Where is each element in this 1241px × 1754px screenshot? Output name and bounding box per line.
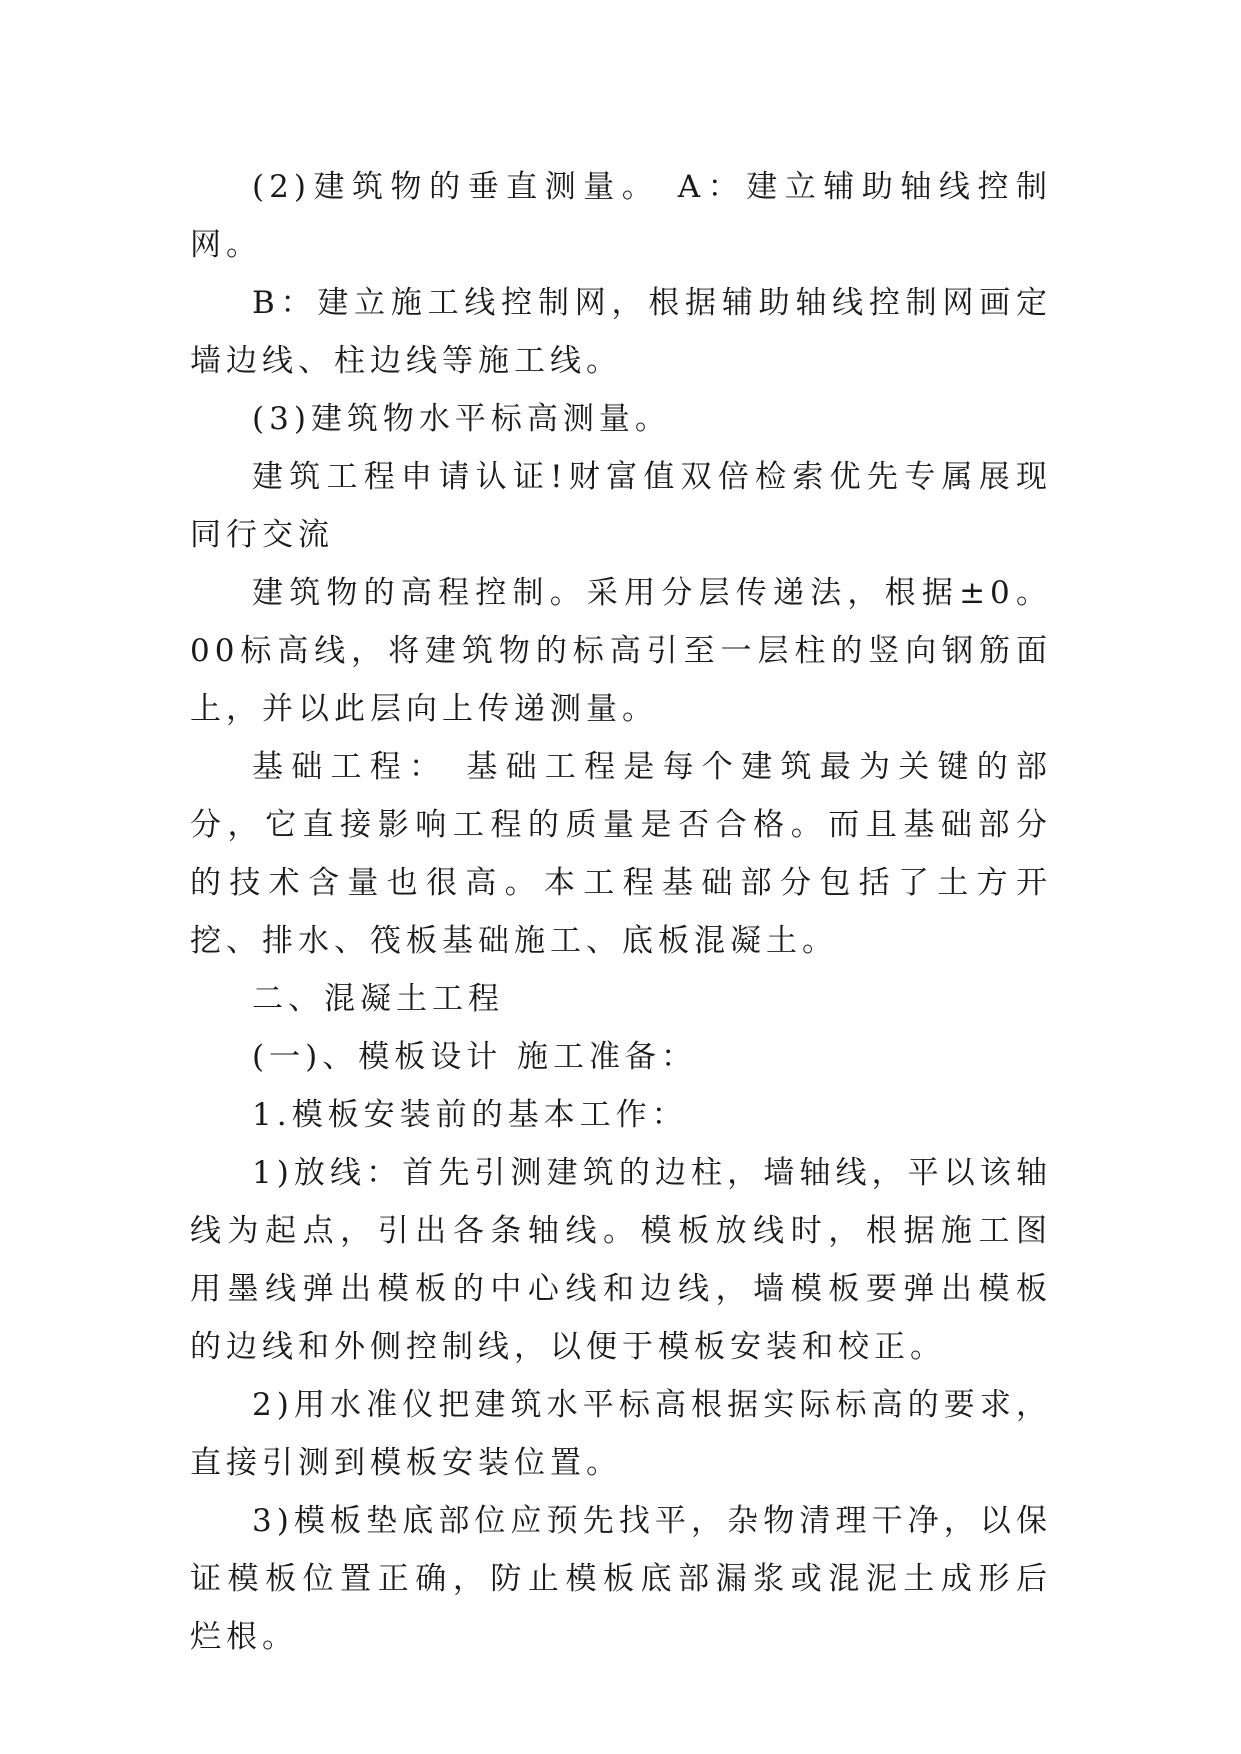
paragraph-construction-line-network: B：建立施工线控制网，根据辅助轴线控制网画定墙边线、柱边线等施工线。 <box>190 285 1052 379</box>
document-body <box>190 158 1052 1666</box>
paragraph-level-instrument: 2)用水准仪把建筑水平标高根据实际标高的要求，直接引测到模板安装位置。 <box>190 1387 1052 1481</box>
paragraph-elevation-control: 建筑物的高程控制。采用分层传递法，根据±0。00标高线，将建筑物的标高引至一层柱的竖向钢筋面上，并以此层向上传递测量。 <box>190 575 1052 727</box>
paragraph-foundation-work: 基础工程： 基础工程是每个建筑最为关键的部分，它直接影响工程的质量是否合格。而且基础部分的技术含量也很高。本工程基础部分包括了土方开挖、排水、筏板基础施工、底板混凝土。 <box>190 749 1052 959</box>
paragraph-line-setting: 1)放线：首先引测建筑的边柱，墙轴线，平以该轴线为起点，引出各条轴线。模板放线时，根据施工图用墨线弹出模板的中心线和边线，墙模板要弹出模板的边线和外侧控制线，以便于模板安装和校正。 <box>190 1155 1052 1365</box>
paragraph-certification-notice: 建筑工程申请认证!财富值双倍检索优先专属展现同行交流 <box>190 459 1052 553</box>
paragraph-horizontal-elevation: (3)建筑物水平标高测量。 <box>252 401 671 437</box>
paragraph-formwork-base: 3)模板垫底部位应预先找平，杂物清理干净，以保证模板位置正确，防止模板底部漏浆或混泥土成形后烂根。 <box>190 1503 1052 1655</box>
subsection-heading-formwork: (一)、模板设计 施工准备： <box>252 1039 698 1075</box>
section-heading-concrete: 二、混凝土工程 <box>252 981 504 1017</box>
item-heading-preparation: 1.模板安装前的基本工作： <box>252 1097 688 1133</box>
paragraph-vertical-survey: (2)建筑物的垂直测量。 A：建立辅助轴线控制网。 <box>190 169 1052 263</box>
